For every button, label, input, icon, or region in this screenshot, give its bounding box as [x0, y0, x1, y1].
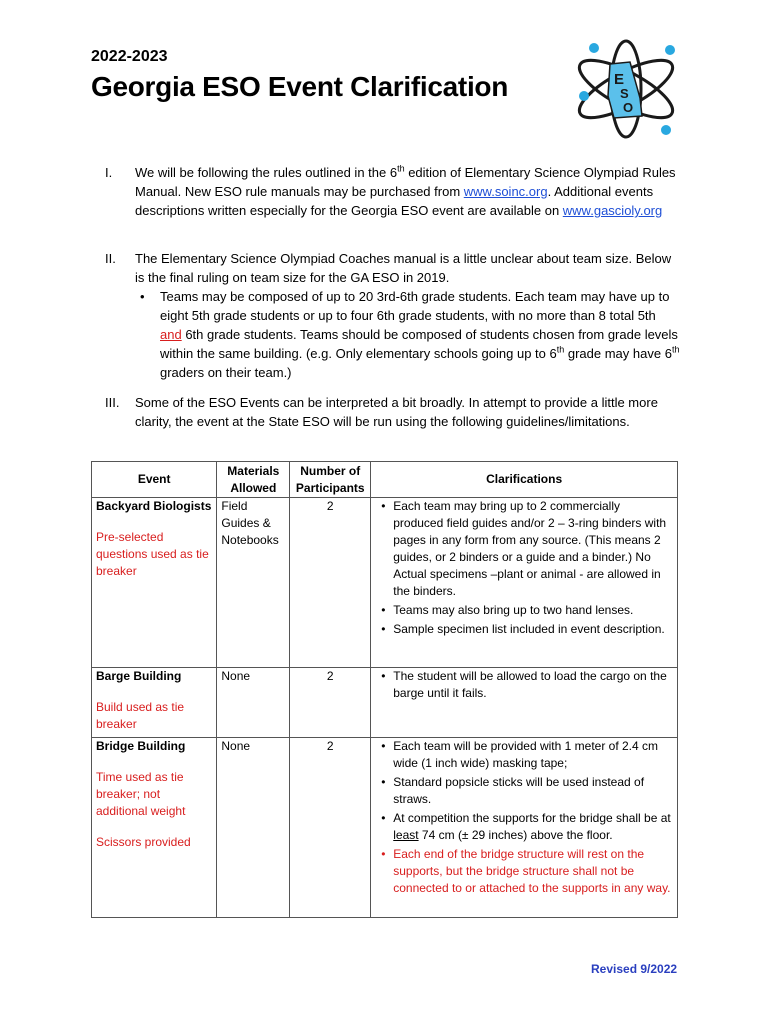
- and-emphasis: and: [160, 327, 182, 342]
- clarification-item: • Teams may also bring up to two hand lenses.: [393, 602, 673, 619]
- clarifications-cell: [371, 738, 678, 918]
- clarification-item: • Each team may bring up to 2 commercially produced field guides and/or 2 – 3-ring binders with pages in any form from any source. (This means 2 guides, or 2 binders or a guide and a binder.) No Actual specimens –plant or animal - are allowed in the binders.: [393, 498, 673, 600]
- event-note: Pre-selected questions used as tie breaker: [96, 530, 209, 578]
- materials-cell: Field Guides & Notebooks: [217, 498, 290, 668]
- team-size-bullet: • Teams may be composed of up to 20 3rd-6th grade students. Each team may have up to eight 5th grade students or up to four 6th grade students, with no more than 8 total 5th and 6th grade students. Teams should be composed of students chosen from grade levels within the same building. (e.g. Only elementary schools going up to 6th grade may have 6th graders on their team.): [140, 289, 680, 380]
- section-3-number: III.: [105, 395, 120, 410]
- table-row: [92, 738, 678, 918]
- event-cell: [92, 498, 217, 668]
- event-name: Bridge Building: [96, 739, 186, 753]
- soinc-link[interactable]: www.soinc.org: [463, 184, 548, 199]
- logo-text-s: S: [620, 86, 629, 101]
- section-2-text: The Elementary Science Olympiad Coaches manual is a little unclear about team size. Below is the final ruling on team size for the GA ESO in 2019.: [135, 251, 672, 285]
- bullet-icon: •: [140, 289, 145, 304]
- section-2-number: II.: [105, 251, 116, 266]
- header-event: Event: [92, 462, 217, 498]
- participants-cell: 2: [290, 668, 371, 738]
- materials-cell: None: [217, 668, 290, 738]
- logo-text-e: E: [614, 71, 625, 88]
- logo-text-o: O: [623, 100, 634, 115]
- event-cell: [92, 668, 217, 738]
- event-name: Barge Building: [96, 669, 182, 683]
- clarification-item: • Each team will be provided with 1 meter of 2.4 cm wide (1 inch wide) masking tape;: [393, 738, 673, 772]
- eso-atom-logo: [570, 36, 682, 142]
- table-row: [92, 668, 678, 738]
- clarification-item: • Standard popsicle sticks will be used instead of straws.: [393, 774, 673, 808]
- header-materials: Materials Allowed: [217, 462, 290, 498]
- table-header-row: [92, 462, 678, 498]
- clarification-item: • At competition the supports for the bridge shall be at least 74 cm (± 29 inches) above the floor.: [393, 810, 673, 844]
- participants-cell: 2: [290, 498, 371, 668]
- event-clarification-table: [91, 461, 678, 918]
- section-1-number: I.: [105, 165, 113, 180]
- document-year: 2022-2023: [91, 48, 168, 65]
- header-participants: Number of Participants: [290, 462, 371, 498]
- clarification-item-highlight: • Each end of the bridge structure will rest on the supports, but the bridge structure shall not be connected to or attached to the supports in any way.: [393, 846, 673, 897]
- table-row: [92, 498, 678, 668]
- participants-cell: 2: [290, 738, 371, 918]
- revision-date: Revised 9/2022: [591, 962, 678, 976]
- gascioly-link[interactable]: www.gascioly.org: [562, 203, 663, 218]
- event-name: Backyard Biologists: [96, 499, 212, 513]
- section-1-text: We will be following the rules outlined in the 6th edition of Elementary Science Olympiad Rules Manual. New ESO rule manuals may be purchased from www.soinc.org. Additional events descriptions written especially for the Georgia ESO event are available on www.gascioly.org: [135, 163, 676, 218]
- event-note-scissors: Scissors provided: [96, 835, 191, 849]
- clarification-item: • The student will be allowed to load the cargo on the barge until it fails.: [393, 668, 673, 702]
- clarification-item: • Sample specimen list included in event description.: [393, 621, 673, 638]
- clarifications-cell: [371, 668, 678, 738]
- document-title: Georgia ESO Event Clarification: [91, 71, 509, 102]
- header-clarifications: Clarifications: [371, 462, 678, 498]
- clarifications-cell: [371, 498, 678, 668]
- event-cell: [92, 738, 217, 918]
- event-note: Build used as tie breaker: [96, 700, 185, 731]
- event-note: Time used as tie breaker; not additional weight: [96, 770, 186, 818]
- materials-cell: None: [217, 738, 290, 918]
- section-3-text: Some of the ESO Events can be interpreted a bit broadly. In attempt to provide a little more clarity, the event at the State ESO will be run using the following guidelines/limitations.: [135, 395, 658, 429]
